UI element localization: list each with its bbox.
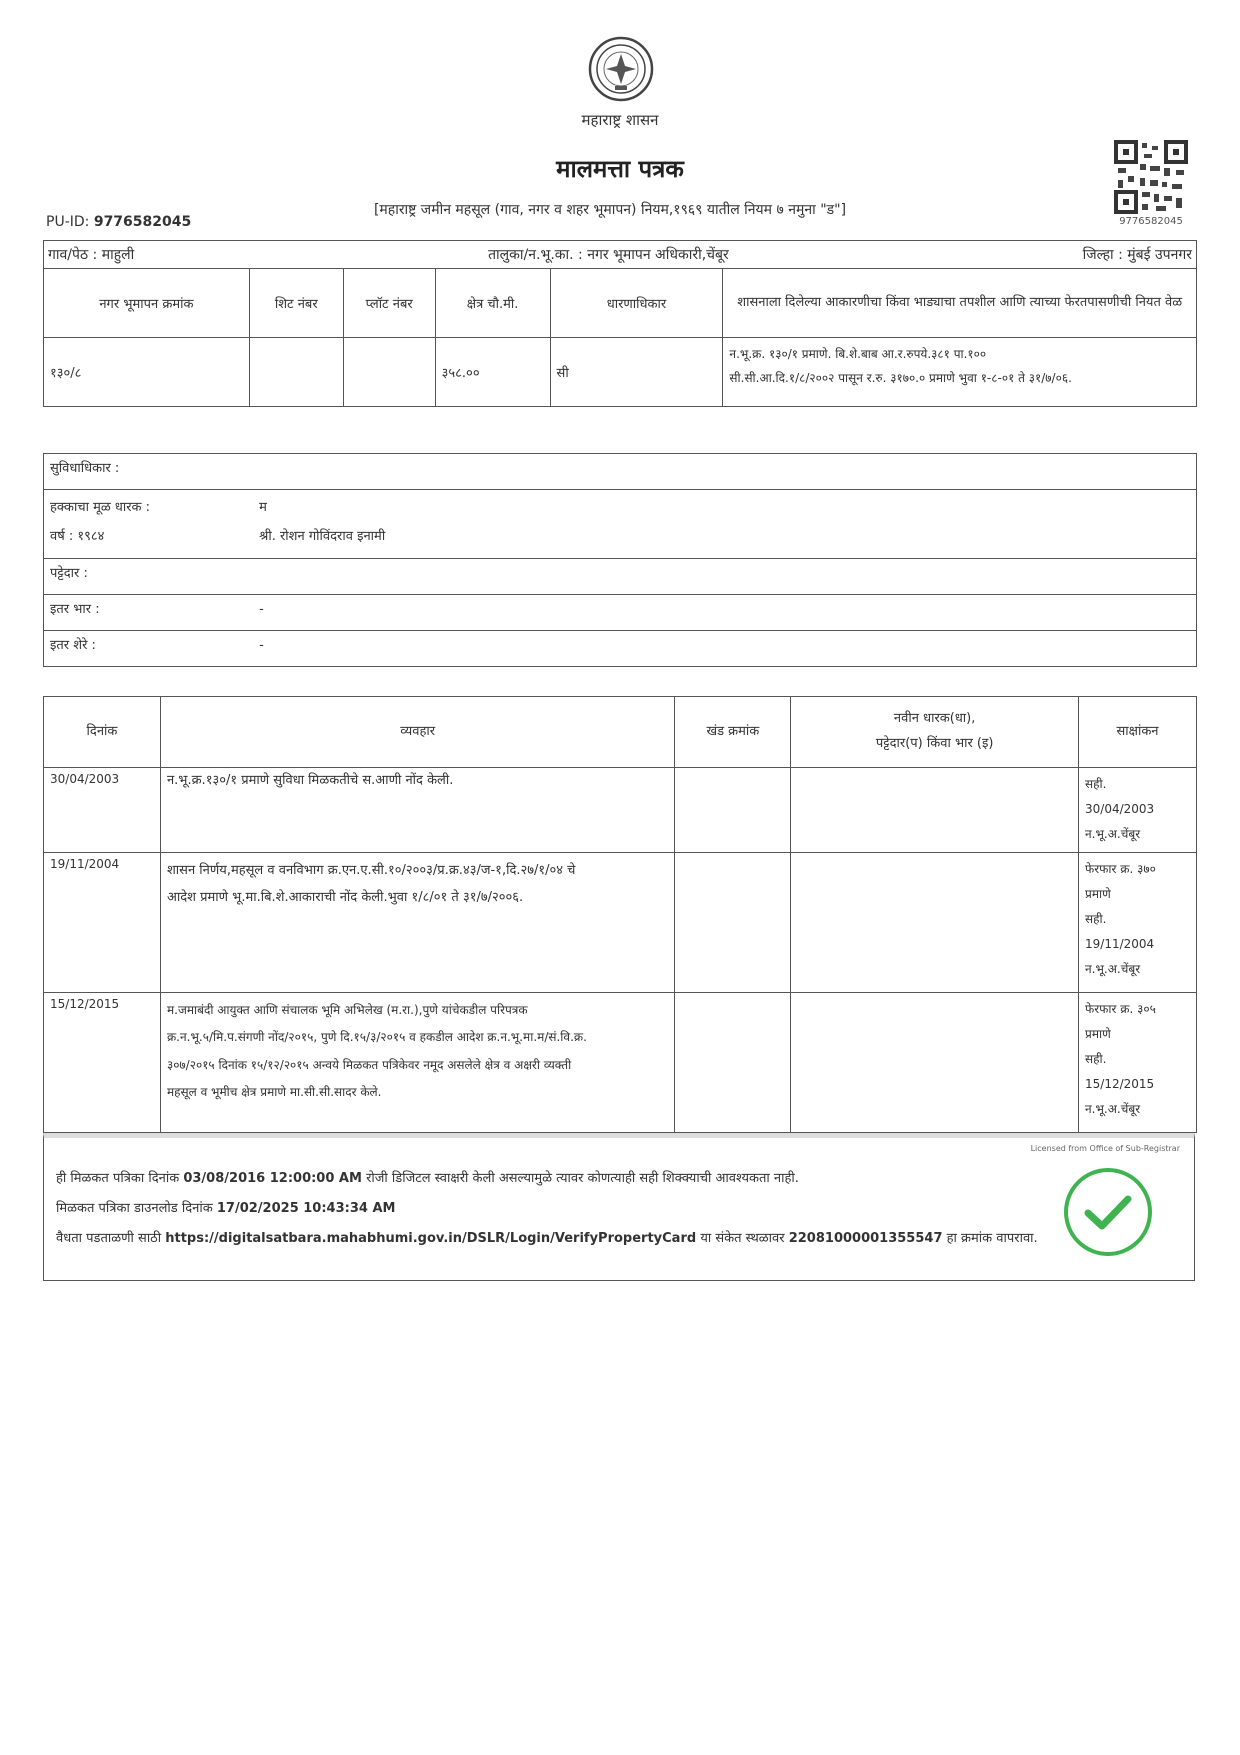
row-1-att-3: न.भू.अ.चेंबूर — [1085, 827, 1141, 842]
digital-signature-line — [56, 1168, 799, 1186]
row-2-att-2: प्रमाणे — [1085, 886, 1111, 901]
row-3-line-3: ३०७/२०१५ दिनांक १५/१२/२०१५ अन्वये मिळकत पत्रिकेवर नमूद असलेले क्षेत्र व अक्षरी व्यक्ती — [166, 1057, 572, 1072]
row-2-att-1: फेरफार क्र. ३७० — [1085, 861, 1156, 876]
tenure-text: सी — [556, 366, 569, 381]
row-2-volume — [675, 852, 791, 992]
puid-value: 9776582045 — [93, 214, 192, 230]
area-value — [435, 338, 550, 407]
header-new-holder-line-2: पट्टेदार(प) किंवा भार (इ) — [875, 736, 994, 751]
row-1-att-1: सही. — [1085, 777, 1107, 791]
puid-label: PU-ID: — [46, 214, 90, 230]
other-burden-value: - — [259, 602, 264, 617]
row-1-date: 30/04/2003 — [44, 768, 161, 853]
row-1-att-2: 30/04/2003 — [1085, 802, 1155, 817]
header-survey-no: नगर भूमापन क्रमांक — [44, 269, 250, 338]
row-1-new-holder — [791, 768, 1079, 853]
other-remarks-label: इतर शेरे : — [50, 638, 96, 653]
header-volume: खंड क्रमांक — [675, 697, 791, 768]
table-row — [44, 768, 1197, 853]
year-label: वर्ष : १९८४ — [50, 528, 105, 544]
assessment-value — [723, 338, 1197, 407]
header-new-holder-line-1: नवीन धारक(धा), — [893, 711, 976, 727]
row-3-att-3: सही. — [1085, 1051, 1107, 1066]
line3-mid: या संकेत स्थळावर — [700, 1231, 785, 1246]
header-plot-no: प्लॉट नंबर — [343, 269, 435, 338]
holder-label: हक्काचा मूळ धारक : — [50, 500, 151, 515]
verified-check-icon — [1062, 1166, 1154, 1258]
table-row — [44, 992, 1197, 1132]
verification-code: 22081000001355547 — [788, 1231, 943, 1246]
row-2-attestation — [1079, 852, 1197, 992]
village-name: गाव/पेठ : माहुली — [48, 247, 135, 263]
government-seal-icon — [588, 36, 654, 102]
government-name: महाराष्ट्र शासन — [581, 111, 659, 129]
location-bar — [44, 241, 1196, 268]
verification-url-link[interactable]: https://digitalsatbara.mahabhumi.gov.in/DSLR/Login/VerifyPropertyCard — [165, 1231, 697, 1246]
row-2-att-3: सही. — [1085, 911, 1107, 926]
row-2-line-1: शासन निर्णय,महसूल व वनविभाग क्र.एन.ए.सी.१०/२००३/प्र.क्र.४३/ज-१,दि.२७/१/०४ चे — [166, 862, 576, 878]
row-3-line-1: म.जमाबंदी आयुक्त आणि संचालक भूमि अभिलेख (म.रा.),पुणे यांचेकडील परिपत्रक — [166, 1002, 528, 1017]
puid — [46, 214, 191, 230]
plot-no-value — [343, 338, 435, 407]
row-1-line-1: न.भू.क्र.१३०/१ प्रमाणे सुविधा मिळकतीचे स.आणी नोंद केली. — [166, 773, 454, 788]
row-3-volume — [675, 992, 791, 1132]
transactions-header-row — [44, 697, 1197, 768]
header-new-holder — [791, 697, 1079, 768]
row-3-new-holder — [791, 992, 1079, 1132]
row-3-line-4: महसूल व भूमीच क्षेत्र प्रमाणे मा.सी.सी.सादर केले. — [166, 1085, 382, 1100]
row-2-att-4: 19/11/2004 — [1085, 937, 1155, 952]
row-1-attestation — [1079, 768, 1197, 853]
area-text: ३५८.०० — [441, 366, 480, 381]
footer-tiny-text: Licensed from Office of Sub-Registrar — [1030, 1144, 1180, 1153]
district-name: जिल्हा : मुंबई उपनगर — [1082, 247, 1192, 263]
rights-table — [43, 453, 1197, 667]
table-row — [44, 852, 1197, 992]
taluka-name: तालुका/न.भू.का. : नगर भूमापन अधिकारी,चेंबूर — [488, 247, 729, 263]
line3-post: हा क्रमांक वापरावा. — [946, 1231, 1038, 1246]
qr-number: 9776582045 — [1119, 216, 1183, 227]
other-burden-label: इतर भार : — [50, 602, 100, 617]
row-3-date: 15/12/2015 — [44, 992, 161, 1132]
survey-no-text: १३०/८ — [50, 366, 82, 381]
line1-pre: ही मिळकत पत्रिका दिनांक — [56, 1171, 180, 1186]
row-1-transaction — [160, 768, 674, 853]
survey-no-value — [44, 338, 250, 407]
header-assessment: शासनाला दिलेल्या आकारणीचा किंवा भाड्याचा तपशील आणि त्याच्या फेरतपासणीची नियत वेळ — [723, 269, 1197, 338]
header-transaction: व्यवहार — [160, 697, 674, 768]
table-row — [44, 338, 1197, 407]
verification-line — [56, 1228, 1038, 1246]
tenure-value — [550, 338, 723, 407]
download-date-line — [56, 1198, 395, 1216]
table-header-row — [44, 269, 1197, 338]
download-date: 17/02/2025 10:43:34 AM — [216, 1201, 396, 1216]
header-area: क्षेत्र चौ.मी. — [435, 269, 550, 338]
header-attestation: साक्षांकन — [1079, 697, 1197, 768]
easement-label: सुविधाधिकार : — [50, 461, 120, 476]
row-2-line-2: आदेश प्रमाणे भू.मा.बि.शे.आकाराची नोंद केली.भुवा १/८/०१ ते ३१/७/२००६. — [166, 889, 524, 905]
row-3-att-4: 15/12/2015 — [1085, 1077, 1155, 1092]
year-value: श्री. रोशन गोविंदराव इनामी — [259, 528, 386, 544]
verification-footer — [43, 1133, 1195, 1281]
row-2-att-5: न.भू.अ.चेंबूर — [1085, 962, 1141, 977]
rule-subtitle: [महाराष्ट्र जमीन महसूल (गाव, नगर व शहर भूमापन) नियम,१९६९ यातील नियम ७ नमुना "ड"] — [373, 202, 847, 218]
qr-code-icon — [1114, 140, 1188, 214]
assessment-line-1: न.भू.क्र. १३०/१ प्रमाणे. बि.शे.बाब आ.र.रुपये.३८१ पा.१०० — [729, 347, 987, 361]
assessment-line-2: सी.सी.आ.दि.१/८/२००२ पासून र.रु. ३१७०.० प्रमाणे भुवा १-८-०१ ते ३१/७/०६. — [729, 371, 1072, 385]
row-3-transaction — [160, 992, 674, 1132]
property-table — [43, 240, 1197, 407]
sheet-no-value — [249, 338, 343, 407]
signature-date: 03/08/2016 12:00:00 AM — [183, 1171, 362, 1186]
other-remarks-value: - — [259, 638, 264, 653]
header-tenure: धारणाधिकार — [550, 269, 723, 338]
line2-pre: मिळकत पत्रिका डाउनलोड दिनांक — [56, 1201, 213, 1216]
lessee-label: पट्टेदार : — [50, 566, 88, 581]
row-2-date: 19/11/2004 — [44, 852, 161, 992]
row-2-new-holder — [791, 852, 1079, 992]
row-1-volume — [675, 768, 791, 853]
row-2-transaction — [160, 852, 674, 992]
transactions-table — [43, 696, 1197, 1133]
row-3-att-1: फेरफार क्र. ३०५ — [1085, 1001, 1156, 1016]
line1-post: रोजी डिजिटल स्वाक्षरी केली असल्यामुळे त्यावर कोणत्याही सही शिक्क्याची आवश्यकता नाही. — [366, 1171, 799, 1186]
row-3-line-2: क्र.न.भू.५/मि.प.संगणी नोंद/२०१५, पुणे दि.१५/३/२०१५ व हकडील आदेश क्र.न.भू.मा.म/सं.वि.क्र. — [166, 1030, 587, 1045]
row-3-att-5: न.भू.अ.चेंबूर — [1085, 1102, 1141, 1117]
holder-value: म — [259, 500, 267, 515]
header-sheet-no: शिट नंबर — [249, 269, 343, 338]
header-date: दिनांक — [44, 697, 161, 768]
year-line — [50, 523, 1190, 552]
holder-line — [50, 494, 1190, 523]
row-3-attestation — [1079, 992, 1197, 1132]
line3-pre: वैधता पडताळणी साठी — [56, 1231, 162, 1246]
row-3-att-2: प्रमाणे — [1085, 1026, 1111, 1041]
page-title: मालमत्ता पत्रक — [556, 155, 684, 183]
